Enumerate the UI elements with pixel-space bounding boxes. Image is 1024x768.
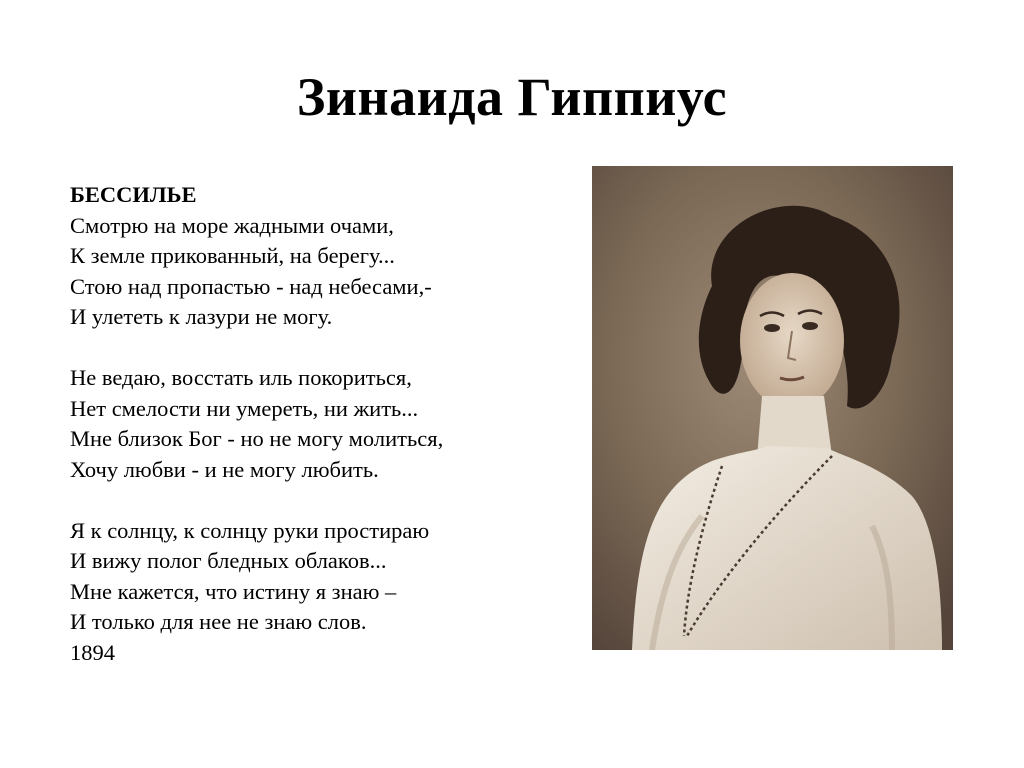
poem-stanza-1 [70,211,570,333]
portrait-photo [592,166,953,650]
poem-heading: БЕССИЛЬЕ [70,182,197,207]
poem-line: И вижу полог бледных облаков... [70,548,387,573]
poem-line: Хочу любви - и не могу любить. [70,456,379,482]
poem-line: Нет смелости ни умереть, ни жить... [70,395,419,421]
poem-line: Мне кажется, что истину я знаю – [70,578,397,604]
poem-line: Мне близок Бог - но не могу молиться, [70,426,444,451]
poem-line: Смотрю на море жадными очами, [70,212,394,238]
poem-year: 1894 [70,639,115,665]
portrait-image-icon [592,166,953,650]
poem-stanza-2 [70,363,570,485]
poem-block [70,180,570,668]
poem-line: Стою над пропастью - над небесами,- [70,273,432,299]
poem-line: Не ведаю, восстать иль покориться, [70,365,412,390]
poem-line: И только для нее не знаю слов. [70,609,367,634]
poem-line: И улететь к лазури не могу. [70,304,333,329]
poem-stanza-3 [70,516,570,638]
slide-title: Зинаида Гиппиус [296,67,728,127]
poem-line: Я к солнцу, к солнцу руки простираю [70,517,430,543]
poem-line: К земле прикованный, на берегу... [70,243,395,268]
